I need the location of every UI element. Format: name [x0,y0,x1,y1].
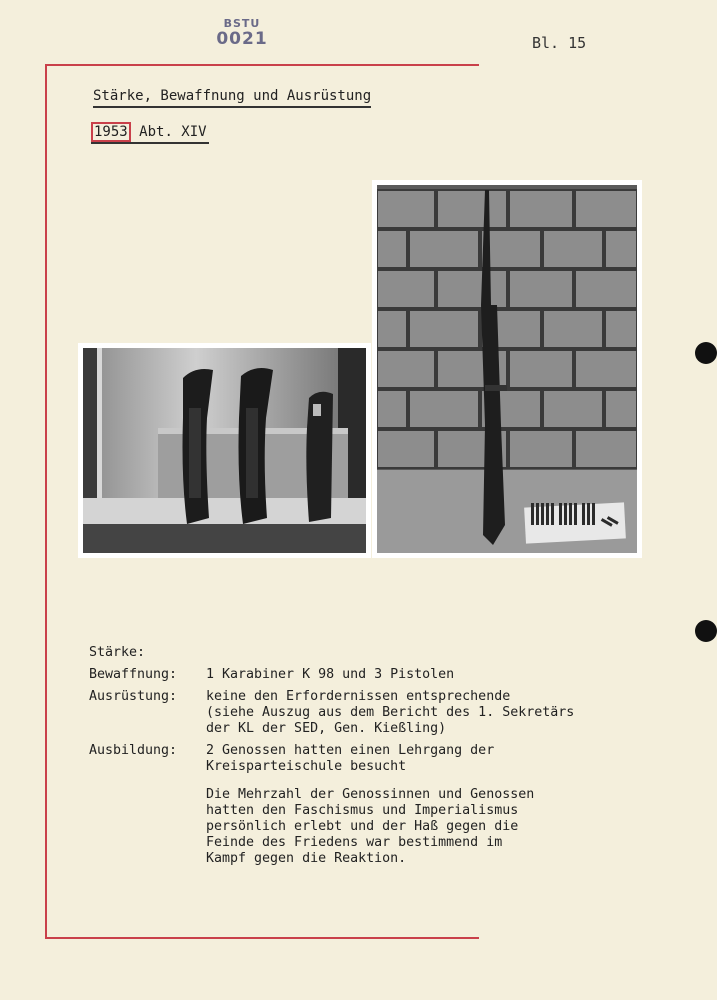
field-bewaffnung [89,667,649,683]
archive-stamp [212,18,272,48]
punch-hole-lower [695,620,717,642]
description-block [89,645,649,867]
photo-rifle [372,180,642,558]
field-value-staerke [206,645,649,661]
field-value-bewaffnung: 1 Karabiner K 98 und 3 Pistolen [206,667,455,682]
field-label-ausruestung: Ausrüstung: [89,689,178,704]
closing-paragraph: Die Mehrzahl der Genossinnen und Genossen hatten den Faschismus und Imperialismus persönlich erlebt und der Haß gegen die Feinde des Friedens war bestimmend im Kampf gegen die Reaktion. [206,787,535,866]
year-department-line [91,124,209,144]
field-value-ausruestung: keine den Erfordernissen entsprechende (siehe Auszug aus dem Bericht des 1. Sekretärs der KL der SED, Gen. Kießling) [206,689,575,736]
punch-hole-upper [695,342,717,364]
rifle-photo-image [377,185,637,553]
page-heading: Stärke, Bewaffnung und Ausrüstung [93,88,371,108]
stamp-line-2: 0021 [216,29,268,49]
field-ausbildung [89,743,649,775]
field-label-staerke: Stärke: [89,645,146,660]
department-label: Abt. XIV [139,124,207,140]
field-ausruestung [89,689,649,737]
year-marked: 1953 [91,122,131,142]
sheet-number: Bl. 15 [532,34,587,52]
field-label-ausbildung: Ausbildung: [89,743,178,758]
photo-pistols [78,343,371,558]
field-value-ausbildung: 2 Genossen hatten einen Lehrgang der Kreisparteischule besucht [206,743,495,774]
field-staerke [89,645,649,661]
pistols-photo-image [83,348,366,553]
stamp-line-1: BSTU [223,17,261,30]
field-label-bewaffnung: Bewaffnung: [89,667,178,682]
